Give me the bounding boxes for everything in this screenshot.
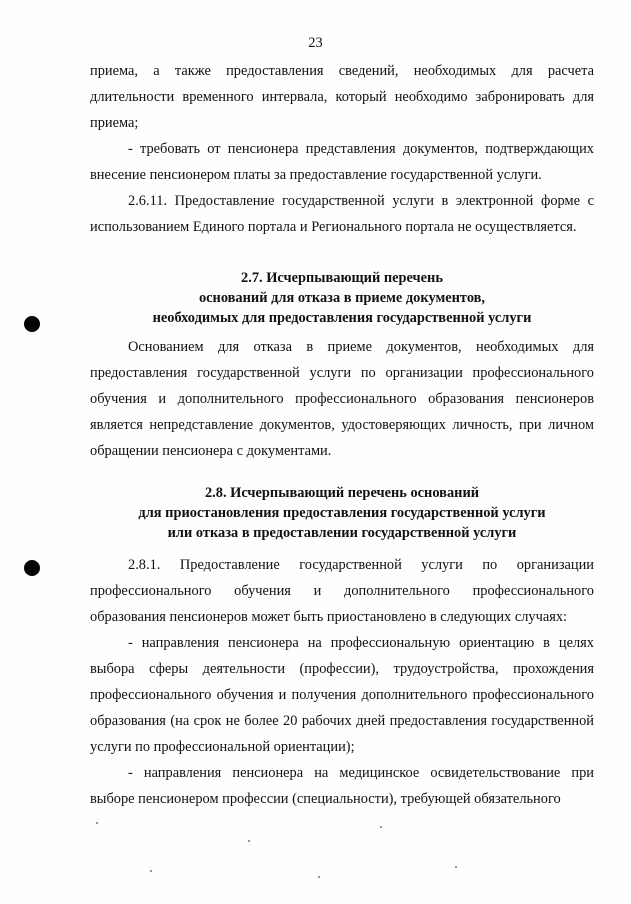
punch-hole-bottom — [24, 560, 40, 576]
scan-speck — [455, 866, 457, 868]
paragraph-2-6-11: 2.6.11. Предоставление государственной услуги в электронной форме с использованием Единого портала и Регионального портала не осуществляется. — [90, 193, 594, 235]
scan-speck — [248, 840, 250, 842]
heading-line: для приостановления предоставления государственной услуги — [138, 505, 546, 521]
heading-line: или отказа в предоставлении государственной услуги — [167, 525, 517, 541]
text-block-2-7 — [90, 334, 594, 464]
paragraph-list-item: - направления пенсионера на медицинское освидетельствование при выборе пенсионером профессии (специальности), требующей обязательного — [90, 765, 594, 807]
scan-speck — [150, 870, 152, 872]
punch-hole-top — [24, 316, 40, 332]
paragraph-list-item: - направления пенсионера на профессиональную ориентацию в целях выбора сферы деятельности (профессии), трудоустройства, прохождения профессионального обучения и получения дополнительного профессионального образования (на срок не более 20 рабочих дней предоставления государственной услуги по профессиональной ориентации); — [90, 635, 594, 755]
page-number: 23 — [308, 35, 323, 51]
section-heading-2-7 — [90, 268, 594, 328]
scan-speck — [96, 822, 98, 824]
scan-speck — [380, 826, 382, 828]
paragraph-continuation: приема, а также предоставления сведений, необходимых для расчета длительности временного интервала, который необходимо забронировать для приема; — [90, 63, 594, 131]
heading-line: 2.8. Исчерпывающий перечень оснований — [204, 485, 480, 501]
text-block-2-8 — [90, 552, 594, 812]
heading-line: оснований для отказа в приеме документов, — [198, 290, 486, 306]
heading-line: 2.7. Исчерпывающий перечень — [241, 270, 443, 286]
scan-speck — [318, 876, 320, 878]
section-heading-2-8 — [90, 483, 594, 543]
paragraph-list-item: - требовать от пенсионера представления документов, подтверждающих внесение пенсионером платы за предоставление государственной услуги. — [90, 141, 594, 183]
paragraph-2-8-1: 2.8.1. Предоставление государственной услуги по организации профессионального обучения и дополнительного профессионального образования пенсионеров может быть приостановлено в следующих случаях: — [90, 557, 594, 625]
paragraph-2-7: Основанием для отказа в приеме документов, необходимых для предоставления государственной услуги по организации профессионального обучения и дополнительного профессионального образования пенсионеров является непредставление документов, удостоверяющих личность, при личном обращении пенсионера с документами. — [90, 339, 594, 459]
heading-line: необходимых для предоставления государственной услуги — [152, 310, 532, 326]
text-block-top — [90, 58, 594, 240]
